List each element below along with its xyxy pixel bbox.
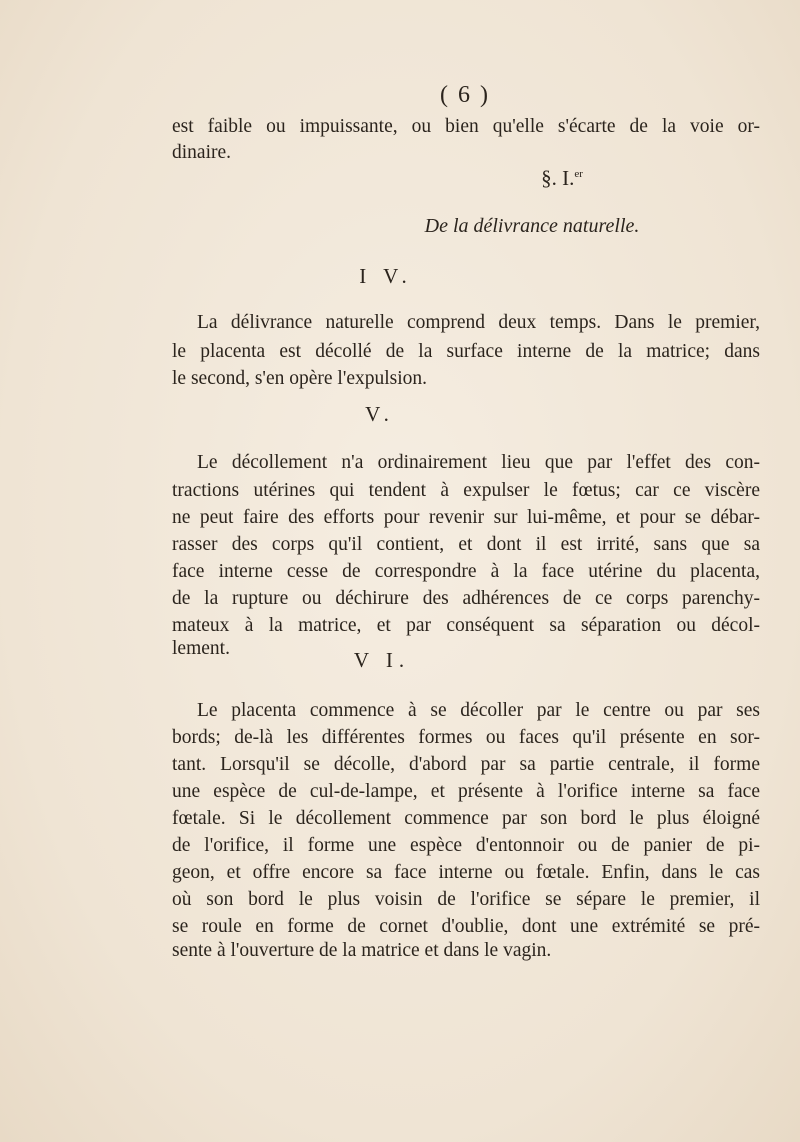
article-numeral: I V. [359,264,413,288]
paragraph-line: Le placenta commence à se décoller par le centre ou par ses [197,700,760,721]
article-numeral: V. [365,402,395,426]
paragraph-line: Le décollement n'a ordinairement lieu que par l'effet des con- [197,452,760,473]
paragraph-line: le placenta est décollé de la surface interne de la matrice; dans [172,341,760,362]
paragraph-line: une espèce de cul-de-lampe, et présente à l'orifice interne sa face [172,781,760,802]
paragraph-line: La délivrance naturelle comprend deux temps. Dans le premier, [197,312,760,333]
paragraph-line: ne peut faire des efforts pour revenir sur lui-même, et pour se débar- [172,507,760,528]
paragraph-line: de la rupture ou déchirure des adhérences de ce corps parenchy- [172,588,760,609]
paragraph-line: de l'orifice, il forme une espèce d'entonnoir ou de panier de pi- [172,835,760,856]
paragraph-line: geon, et offre encore sa face interne ou fœtale. Enfin, dans le cas [172,862,760,883]
paragraph-line: sente à l'ouverture de la matrice et dans le vagin. [172,940,552,961]
section-number-superscript: er [574,168,583,180]
article-numeral: V I. [353,648,411,672]
section-number: §. I.$^{er}$ [541,166,583,190]
paragraph-line: face interne cesse de correspondre à la face utérine du placenta, [172,561,760,582]
paragraph-line: mateux à la matrice, et par conséquent sa séparation ou décol- [172,615,760,636]
paragraph-line: est faible ou impuissante, ou bien qu'elle s'écarte de la voie or- [172,116,760,137]
paragraph-line: bords; de-là les différentes formes ou faces qu'il présente en sor- [172,727,760,748]
paragraph-line: tractions utérines qui tendent à expulser le fœtus; car ce viscère [172,480,760,501]
paragraph-line: lement. [172,638,230,659]
paragraph-line: le second, s'en opère l'expulsion. [172,368,428,389]
paragraph-line: rasser des corps qu'il contient, et dont il est irrité, sans que sa [172,534,760,555]
paragraph-line: se roule en forme de cornet d'oublie, dont une extrémité se pré- [172,916,760,937]
paragraph-line: tant. Lorsqu'il se décolle, d'abord par sa partie centrale, il forme [172,754,760,775]
paragraph-line: dinaire. [172,142,232,163]
paragraph-line: fœtale. Si le décollement commence par son bord le plus éloigné [172,808,760,829]
paragraph-line: où son bord le plus voisin de l'orifice se sépare le premier, il [172,889,760,910]
page-number: ( 6 ) [440,82,490,108]
section-title: De la délivrance naturelle. [424,215,640,237]
